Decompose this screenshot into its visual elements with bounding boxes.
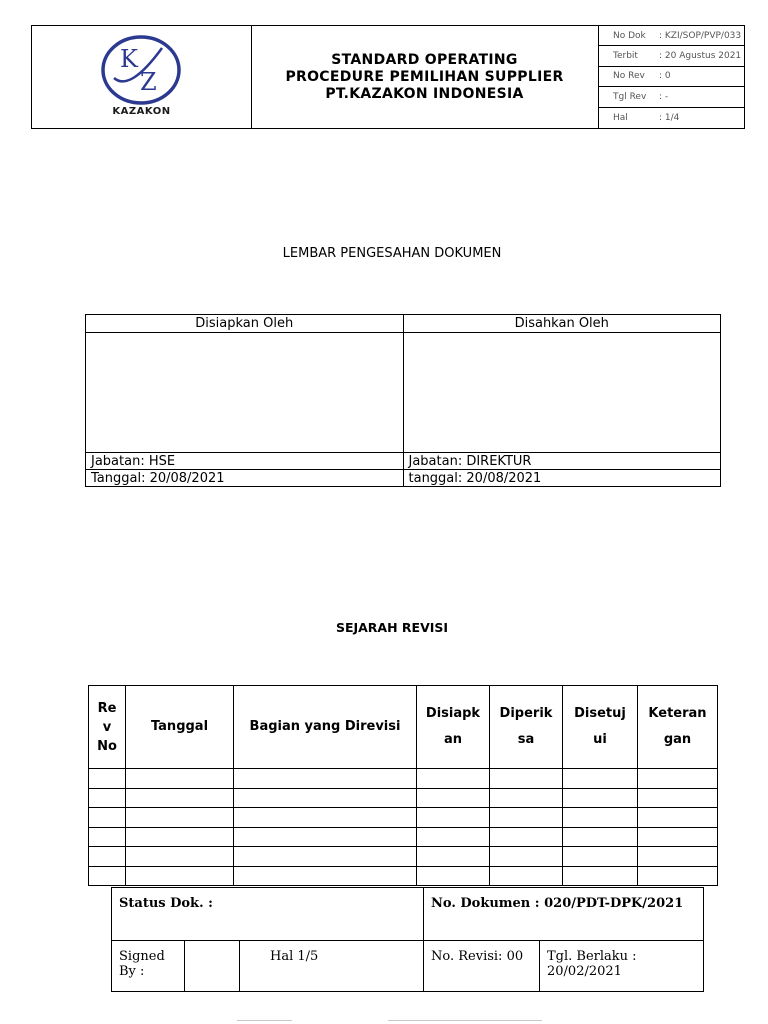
document-title: STANDARD OPERATING PROCEDURE PEMILIHAN SUPPLIER PT.KAZAKON INDONESIA — [285, 51, 564, 102]
kazakon-logo-icon — [100, 34, 182, 106]
approved-signature-area — [403, 333, 721, 453]
prepared-position: Jabatan: HSE — [86, 453, 404, 470]
approved-date: tanggal: 20/08/2021 — [403, 470, 721, 487]
col-approved-by: Disahkan Oleh — [403, 315, 721, 333]
prepared-signature-area — [86, 333, 404, 453]
meta-no-dok — [598, 26, 745, 46]
table-row — [89, 769, 718, 789]
status-row — [112, 888, 704, 941]
col-prepared-by: Disiapkan Oleh — [86, 315, 404, 333]
header-title-cell — [251, 26, 599, 128]
logo-cell — [32, 26, 252, 128]
page-number: Hal 1/5 — [240, 941, 424, 992]
table-row — [89, 847, 718, 867]
meta-value: : 20 Agustus 2021 — [659, 51, 742, 62]
table-row — [89, 808, 718, 828]
meta-tgl-rev — [598, 87, 745, 107]
document-status-table — [111, 887, 704, 992]
meta-value: : KZI/SOP/PVP/033 — [659, 30, 742, 41]
meta-key: No Rev — [613, 71, 645, 82]
col-bagian: Bagian yang Direvisi — [234, 686, 417, 769]
revision-header-row — [89, 686, 718, 769]
signature-row — [86, 333, 721, 453]
table-row — [89, 827, 718, 847]
approval-table — [85, 314, 721, 487]
signed-by-label: Signed By : — [112, 941, 185, 992]
col-disiapkan: Disiapk an — [417, 686, 490, 769]
revision-number: No. Revisi: 00 — [424, 941, 540, 992]
position-row — [86, 453, 721, 470]
document-meta — [598, 26, 745, 128]
col-rev-no: Re v No — [89, 686, 126, 769]
logo-name: KAZAKON — [112, 106, 171, 117]
revision-history-title: SEJARAH REVISI — [335, 620, 449, 635]
svg-text:K: K — [120, 45, 138, 73]
prepared-date: Tanggal: 20/08/2021 — [86, 470, 404, 487]
footer-divider — [388, 1020, 542, 1021]
document-header — [31, 25, 745, 129]
col-disetujui: Disetuj ui — [563, 686, 638, 769]
document-number: No. Dokumen : 020/PDT-DPK/2021 — [424, 888, 704, 941]
meta-value: : 0 — [659, 71, 671, 82]
revision-table — [88, 685, 718, 886]
status-label: Status Dok. : — [112, 888, 424, 941]
col-tanggal: Tanggal — [126, 686, 234, 769]
signed-by-value — [185, 941, 240, 992]
signature-status-row — [112, 941, 704, 992]
meta-value: : 1/4 — [659, 112, 680, 123]
meta-no-rev — [598, 67, 745, 87]
meta-key: Tgl Rev — [613, 91, 647, 102]
date-row — [86, 470, 721, 487]
col-diperiksa: Diperik sa — [490, 686, 563, 769]
meta-key: Hal — [613, 112, 628, 123]
table-row — [89, 866, 718, 886]
meta-terbit — [598, 46, 745, 66]
footer-divider — [237, 1020, 292, 1021]
meta-value: : - — [659, 91, 669, 102]
meta-key: Terbit — [613, 51, 638, 62]
approval-header-row — [86, 315, 721, 333]
approval-title: LEMBAR PENGESAHAN DOKUMEN — [282, 246, 502, 261]
svg-text:Z: Z — [140, 68, 157, 96]
approved-position: Jabatan: DIREKTUR — [403, 453, 721, 470]
meta-key: No Dok — [613, 30, 646, 41]
col-keterangan: Keteran gan — [638, 686, 718, 769]
effective-date: Tgl. Berlaku : 20/02/2021 — [540, 941, 704, 992]
table-row — [89, 788, 718, 808]
meta-hal — [598, 108, 745, 128]
